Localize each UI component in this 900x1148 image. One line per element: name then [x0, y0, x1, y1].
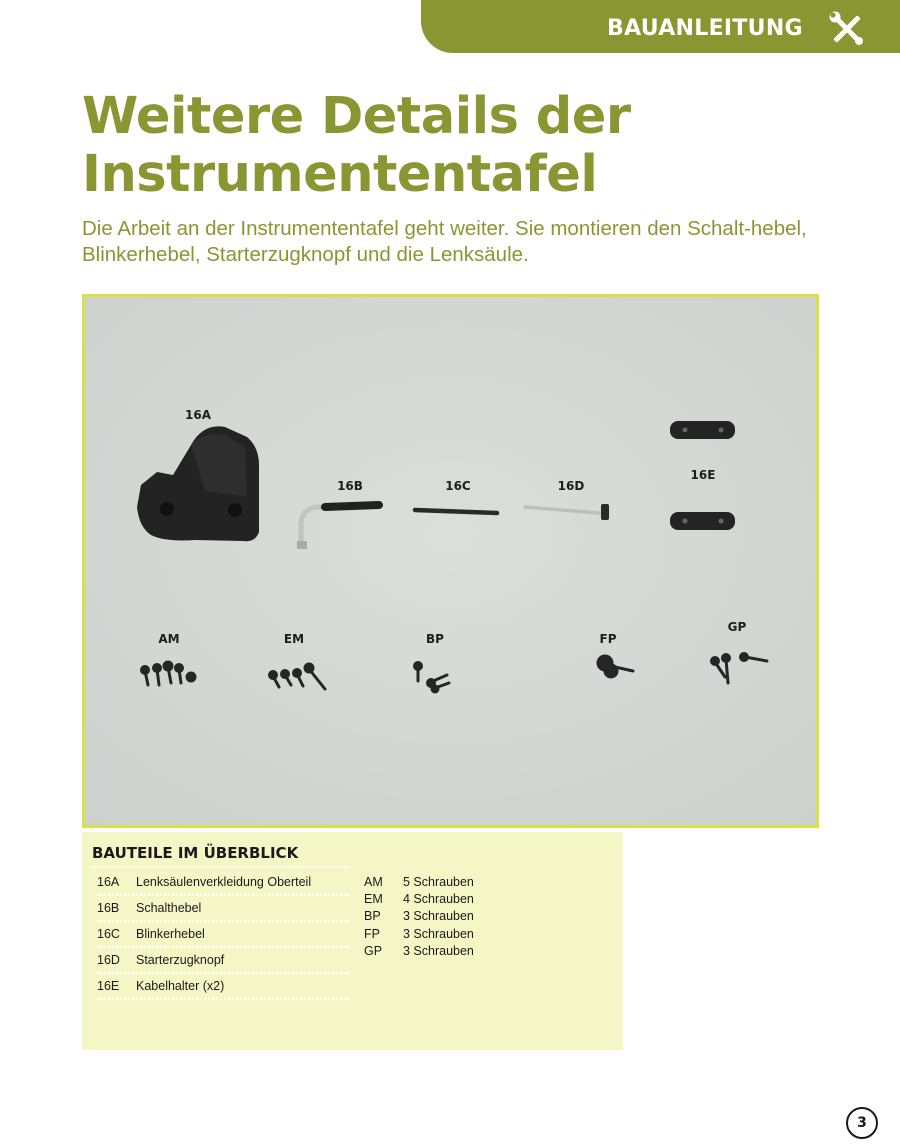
list-item	[97, 948, 349, 974]
part-name: Schalthebel	[136, 901, 202, 915]
label-em: EM	[283, 632, 305, 646]
parts-overview-title: BAUTEILE IM ÜBERBLICK	[92, 844, 299, 862]
screw-code: GP	[364, 943, 383, 958]
label-16a: 16A	[185, 408, 211, 422]
wrench-screwdriver-icon	[828, 10, 866, 48]
screw-code: BP	[364, 909, 381, 924]
list-item	[364, 926, 544, 943]
title-divider	[92, 866, 348, 868]
screw-desc: 4 Schrauben	[403, 892, 474, 907]
screw-code: AM	[364, 875, 383, 889]
page-title: Weitere Details der Instrumententafel	[82, 87, 631, 204]
label-fp: FP	[599, 632, 617, 646]
screw-code: FP	[364, 926, 380, 941]
label-16d: 16D	[557, 479, 585, 493]
intro-text: Die Arbeit an der Instrumententafel geht weiter. Sie montieren den Schalt-hebel, Blinkerhebel, Starterzugknopf und die Lenksäule.	[82, 217, 807, 266]
label-16e: 16E	[690, 468, 716, 482]
label-16b: 16B	[337, 479, 363, 493]
list-item	[97, 974, 349, 1000]
parts-list	[97, 870, 349, 1000]
part-code: 16C	[97, 927, 120, 941]
part-code: 16E	[97, 979, 120, 993]
part-code: 16A	[97, 875, 120, 889]
part-code: 16B	[97, 901, 120, 915]
screw-desc: 5 Schrauben	[403, 875, 474, 889]
part-name: Lenksäulenverkleidung Oberteil	[136, 875, 312, 889]
label-bp: BP	[426, 632, 444, 646]
list-item	[364, 908, 544, 925]
part-16c-image	[415, 510, 497, 513]
screw-code: EM	[364, 892, 383, 907]
part-name: Starterzugknopf	[136, 953, 225, 967]
parts-photo	[82, 294, 819, 828]
label-am: AM	[158, 632, 180, 646]
screw-list	[364, 874, 544, 960]
part-code: 16D	[97, 953, 120, 967]
label-16c: 16C	[445, 479, 471, 493]
parts-overview	[82, 832, 623, 1050]
list-item	[97, 922, 349, 948]
part-name: Kabelhalter (x2)	[136, 979, 225, 993]
list-item	[97, 896, 349, 922]
list-item	[364, 943, 544, 960]
part-name: Blinkerhebel	[136, 927, 205, 941]
header-label: BAUANLEITUNG	[607, 16, 803, 41]
label-gp: GP	[727, 620, 747, 634]
list-item	[364, 891, 544, 908]
screw-desc: 3 Schrauben	[403, 943, 474, 958]
screw-desc: 3 Schrauben	[403, 909, 474, 924]
list-item	[97, 870, 349, 896]
page-number: 3	[846, 1107, 878, 1139]
screw-desc: 3 Schrauben	[403, 926, 474, 941]
list-item	[364, 874, 544, 891]
